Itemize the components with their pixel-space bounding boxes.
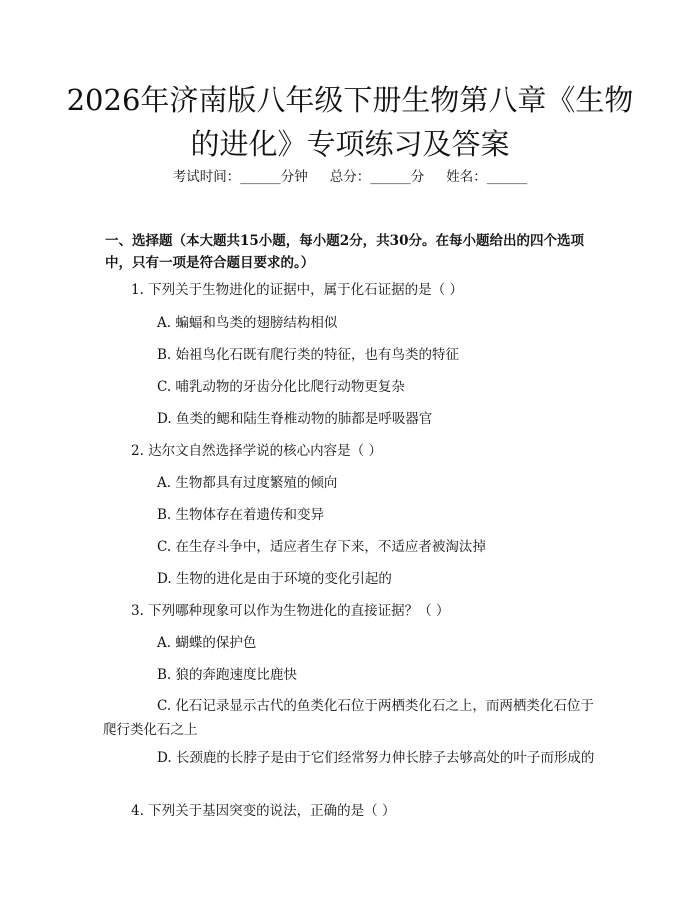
- question-2-option-c: C. 在生存斗争中，适应者生存下来，不适应者被淘汰掉: [157, 539, 486, 555]
- total-score-label: 总分：______分: [329, 169, 425, 185]
- exam-time-label: 考试时间：______分钟: [172, 169, 308, 185]
- question-2-stem: 2. 达尔文自然选择学说的核心内容是（ ）: [131, 443, 382, 459]
- page-title: 2026年济南版八年级下册生物第八章《生物的进化》专项练习及答案: [66, 83, 634, 161]
- student-name-label: 姓名：______: [446, 169, 528, 185]
- question-2-option-a: A. 生物都具有过度繁殖的倾向: [157, 475, 338, 491]
- question-1-option-c: C. 哺乳动物的牙齿分化比爬行动物更复杂: [157, 379, 405, 395]
- question-3-option-a: A. 蝴蝶的保护色: [157, 635, 257, 651]
- section-heading: 一、选择题（本大题共15小题，每小题2分，共30分。在每小题给出的四个选项中，只有一项是符合题目要求的。）: [105, 233, 584, 271]
- question-1-option-d: D. 鱼类的鳃和陆生脊椎动物的肺都是呼吸器官: [157, 411, 433, 427]
- question-1-option-b: B. 始祖鸟化石既有爬行类的特征，也有鸟类的特征: [157, 347, 460, 363]
- question-4-stem: 4. 下列关于基因突变的说法，正确的是（ ）: [131, 803, 396, 819]
- exam-info: [0, 166, 700, 188]
- question-1-stem: 1. 下列关于生物进化的证据中，属于化石证据的是（ ）: [131, 282, 463, 298]
- question-3-option-c: C. 化石记录显示古代的鱼类化石位于两栖类化石之上，而两栖类化石位于爬行类化石之上: [103, 698, 594, 738]
- question-3-option-d: D. 长颈鹿的长脖子是由于它们经常努力伸长脖子去够高处的叶子而形成的: [157, 750, 595, 766]
- question-3-stem: 3. 下列哪种现象可以作为生物进化的直接证据？（ ）: [131, 603, 450, 619]
- question-2-option-d: D. 生物的进化是由于环境的变化引起的: [157, 571, 392, 587]
- question-3-option-b: B. 狼的奔跑速度比鹿快: [157, 667, 298, 683]
- question-1-option-a: A. 蝙蝠和鸟类的翅膀结构相似: [157, 315, 338, 331]
- question-2-option-b: B. 生物体存在着遗传和变异: [157, 507, 325, 523]
